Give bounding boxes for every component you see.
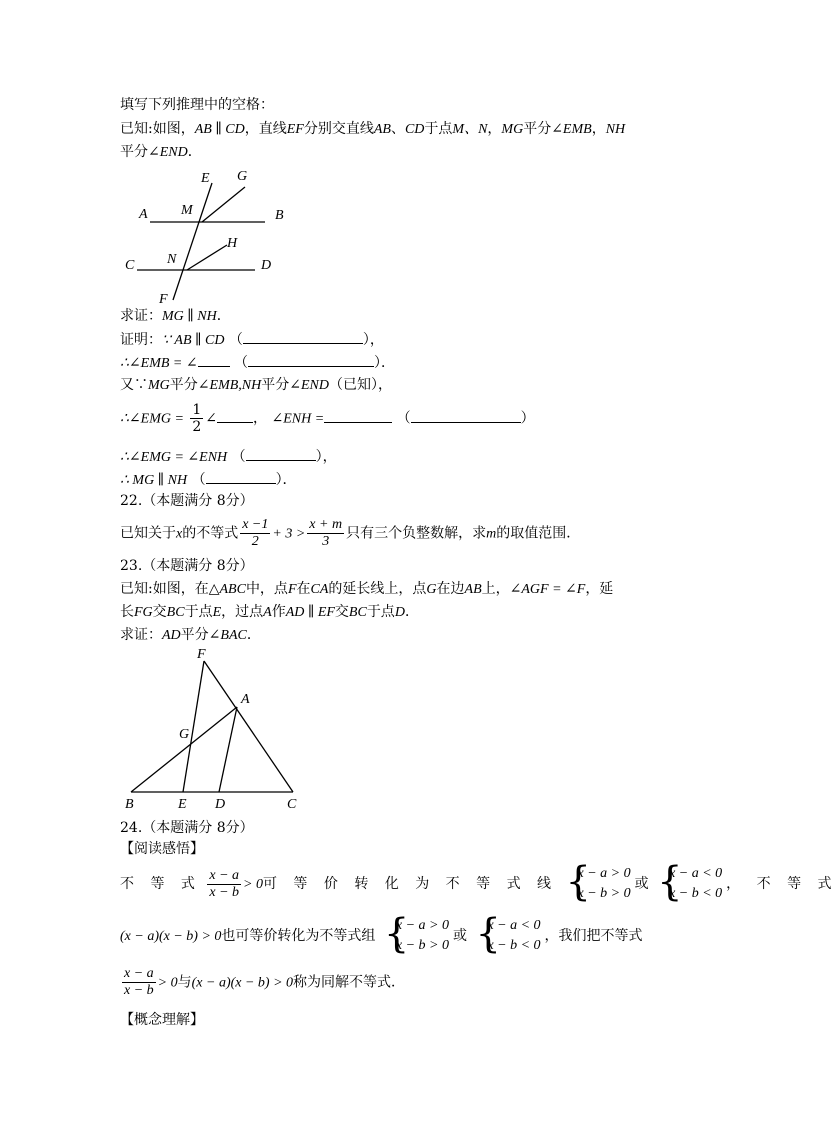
label-m: M xyxy=(181,203,193,218)
fraction-xa-xb-1: $\frac{x - a}{x - b}$ xyxy=(209,867,240,900)
label-f: F xyxy=(159,292,168,307)
q24-reading-line1: 不 等 式 $\frac{x - a}{x - b}$ > 0可 等 价 转 化 为 不 等 式 线 { x − a > 0 x − b > 0 或 { x − a < 0 x − b < 0 ， 不 等 式 xyxy=(120,859,838,905)
q21-given-line1: 已知:如图，AB ∥ CD，直线EF分别交直线AB、CD于点M、N，MG平分∠EMB，NH xyxy=(120,121,626,137)
q21-proof-step5: ∴∠EMG = ∠ENH （ ）， xyxy=(120,446,337,468)
q21-proof-step6: ∴ MG ∥ NH （ ）． xyxy=(120,469,297,491)
q21-prove: 求证：MG ∥ NH． xyxy=(120,308,231,324)
fraction-left: $\frac{x -1}{2}$ xyxy=(242,517,269,549)
fraction-half: $\frac{1}{2}$ xyxy=(192,402,202,435)
label-a: A xyxy=(139,207,148,222)
blank-reason-1[interactable] xyxy=(243,329,363,344)
system-1: { x − a > 0 x − b > 0 xyxy=(565,859,631,905)
blank-angle-1[interactable] xyxy=(198,352,230,367)
label-b2: B xyxy=(125,797,134,812)
fraction-xa-xb-2: $\frac{x - a}{x - b}$ xyxy=(124,966,154,998)
q24-reading-line3: $\frac{x - a}{x - b}$ > 0与(x − a)(x − b) > 0称为同解不等式． xyxy=(124,966,406,998)
q23-figure xyxy=(115,640,315,815)
q21-proof-step4: ∴∠EMG = $\frac{1}{2}$ ∠ ， ∠ENH = （ ） xyxy=(120,402,535,435)
ray-nh xyxy=(187,245,227,270)
q24-header: 24.（本题满分 8分） xyxy=(120,820,254,836)
fraction-right: $\frac{x + m}{3}$ xyxy=(309,517,343,549)
label-c2: C xyxy=(287,797,297,812)
label-f2: F xyxy=(197,647,206,662)
q21-given-line2: 平分∠END． xyxy=(120,144,202,160)
q24-section-reading: 【阅读感悟】 xyxy=(120,841,204,857)
q23-given-line2: 长FG交BC于点E，过点A作AD ∥ EF交BC于点D． xyxy=(120,604,419,620)
blank-angle-2[interactable] xyxy=(217,408,253,423)
system-4: { x − a < 0 x − b < 0 xyxy=(475,911,541,957)
system-3: { x − a > 0 x − b > 0 xyxy=(383,911,449,957)
q22-problem: 已知关于x的不等式 $\frac{x -1}{2}$ + 3 > $\frac{x + m}{3}$ 只有三个负整数解，求m的取值范围． xyxy=(120,517,581,549)
label-g: G xyxy=(237,169,248,184)
blank-reason-5[interactable] xyxy=(206,469,276,484)
blank-reason-2[interactable] xyxy=(248,352,374,367)
blank-reason-3[interactable] xyxy=(411,408,521,423)
q21-proof-step3: 又∵MG平分∠EMB,NH平分∠END（已知）， xyxy=(120,377,392,393)
q23-given-line1: 已知:如图，在△ABC中，点F在CA的延长线上，点G在边AB上，∠AGF = ∠F，延 xyxy=(120,581,614,597)
label-d2: D xyxy=(215,797,226,812)
q23-prove: 求证：AD平分∠BAC． xyxy=(120,627,261,643)
q21-proof-step2: ∴∠EMB = ∠ （ ）． xyxy=(120,352,395,374)
label-b: B xyxy=(275,208,284,223)
q24-reading-line2: (x − a)(x − b) > 0也可等价转化为不等式组 { x − a > 0 x − b > 0 或 { x − a < 0 x − b < 0 ，我们把不等式 xyxy=(120,911,643,957)
label-h: H xyxy=(227,236,238,251)
blank-reason-4[interactable] xyxy=(246,446,316,461)
label-g2: G xyxy=(179,727,190,742)
q23-header: 23.（本题满分 8分） xyxy=(120,558,254,574)
blank-expr-1[interactable] xyxy=(324,408,392,423)
q22-header: 22.（本题满分 8分） xyxy=(120,493,254,509)
label-n: N xyxy=(167,252,177,267)
label-d: D xyxy=(261,258,272,273)
q24-section-concept: 【概念理解】 xyxy=(120,1012,204,1028)
q21-figure xyxy=(115,165,295,305)
label-a2: A xyxy=(241,692,250,707)
line-ef xyxy=(173,183,212,300)
label-c: C xyxy=(125,258,135,273)
system-2: { x − a < 0 x − b < 0 xyxy=(657,859,723,905)
segment-fc xyxy=(204,661,293,792)
q21-instruction: 填写下列推理中的空格： xyxy=(120,97,274,113)
label-e: E xyxy=(201,171,210,186)
q21-proof-step1: 证明：∵ AB ∥ CD （ ）， xyxy=(120,329,384,351)
label-e2: E xyxy=(178,797,187,812)
